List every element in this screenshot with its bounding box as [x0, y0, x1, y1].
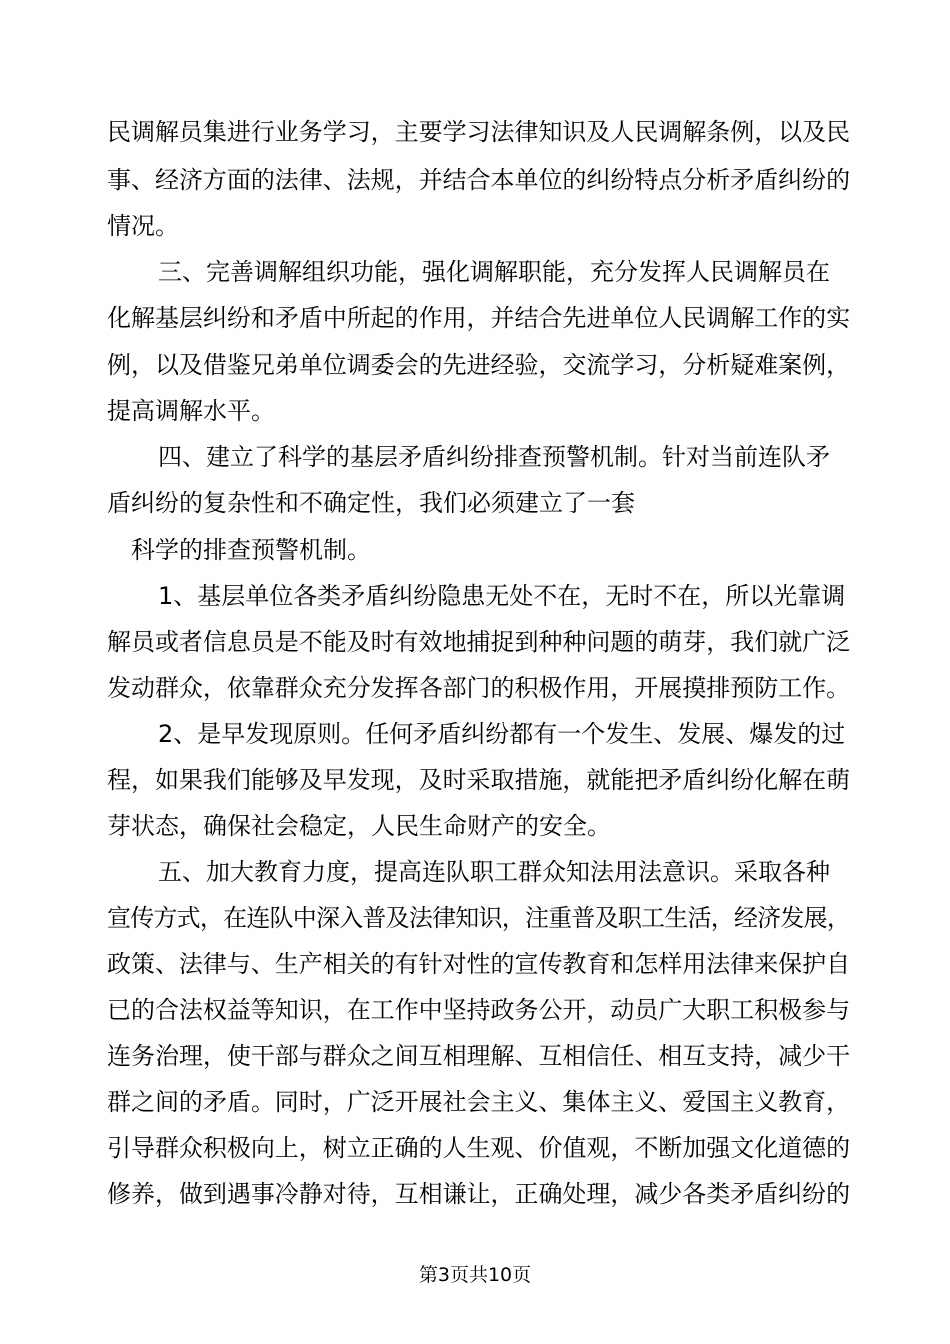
text-line: 四、建立了科学的基层矛盾纠纷排查预警机制。针对当前连队矛 [158, 443, 830, 471]
text-line: 宣传方式，在连队中深入普及法律知识，注重普及职工生活，经济发展， [107, 904, 851, 932]
text-line: 提高调解水平。 [107, 397, 275, 425]
text-line: 引导群众积极向上，树立正确的人生观、价值观，不断加强文化道德的 [107, 1134, 851, 1162]
text-line: 五、加大教育力度，提高连队职工群众知法用法意识。采取各种 [158, 858, 830, 886]
text-line: 例，以及借鉴兄弟单位调委会的先进经验，交流学习，分析疑难案例， [107, 351, 851, 379]
text-line: 连务治理，使干部与群众之间互相理解、互相信任、相互支持，减少干 [107, 1042, 851, 1070]
text-line: 发动群众，依靠群众充分发挥各部门的积极作用，开展摸排预防工作。 [107, 674, 851, 702]
text-line: 情况。 [107, 212, 179, 240]
text-line: 群之间的矛盾。同时，广泛开展社会主义、集体主义、爱国主义教育， [107, 1088, 851, 1116]
text-line: 民调解员集进行业务学习，主要学习法律知识及人民调解条例，以及民 [107, 118, 851, 146]
text-line: 盾纠纷的复杂性和不确定性，我们必须建立了一套 [107, 489, 635, 517]
text-line: 1、基层单位各类矛盾纠纷隐患无处不在，无时不在，所以光靠调 [158, 582, 846, 610]
text-line: 化解基层纠纷和矛盾中所起的作用，并结合先进单位人民调解工作的实 [107, 304, 851, 332]
text-line: 事、经济方面的法律、法规，并结合本单位的纠纷特点分析矛盾纠纷的 [107, 166, 851, 194]
text-line: 修养，做到遇事冷静对待，互相谦让，正确处理，减少各类矛盾纠纷的 [107, 1180, 851, 1208]
text-line: 已的合法权益等知识，在工作中坚持政务公开，动员广大职工积极参与 [107, 996, 851, 1024]
text-line: 科学的排查预警机制。 [131, 536, 371, 564]
page-number-footer: 第3页共10页 [418, 1264, 532, 1286]
text-line: 解员或者信息员是不能及时有效地捕捉到种种问题的萌芽，我们就广泛 [107, 628, 851, 656]
text-line: 三、完善调解组织功能，强化调解职能，充分发挥人民调解员在 [158, 258, 830, 286]
text-line: 芽状态，确保社会稳定，人民生命财产的安全。 [107, 812, 611, 840]
text-line: 程，如果我们能够及早发现，及时采取措施，就能把矛盾纠纷化解在萌 [107, 766, 851, 794]
text-line: 2、是早发现原则。任何矛盾纠纷都有一个发生、发展、爆发的过 [158, 720, 846, 748]
text-line: 政策、法律与、生产相关的有针对性的宣传教育和怎样用法律来保护自 [107, 950, 851, 978]
